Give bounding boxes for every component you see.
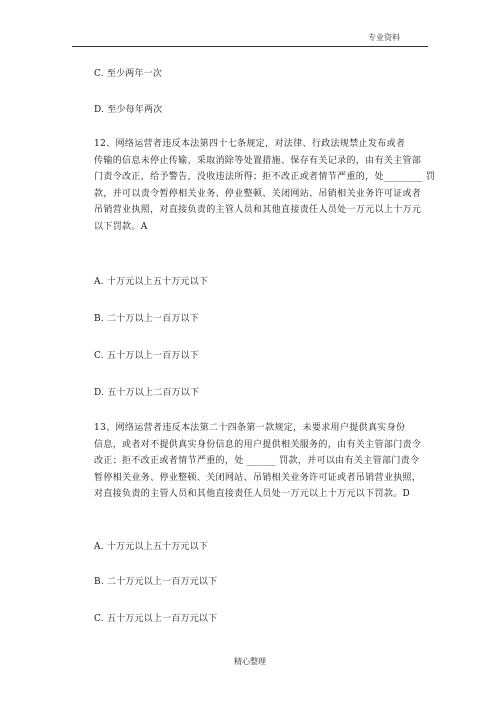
question-12 <box>94 136 436 235</box>
question-13 <box>94 420 422 503</box>
question-13-line: 对直接负责的主管人员和其他直接责任人员处一万元以上十万元以下罚款。D <box>94 489 411 499</box>
option-d-prev: D. 至少每年两次 <box>94 105 163 115</box>
question-12-line: 吊销营业执照，对直接负责的主管人员和其他直接责任人员处一万元以上十万元 <box>94 205 422 215</box>
q13-option-b: B. 二十万元以上一百万元以下 <box>94 577 218 587</box>
question-12-line: 款，并可以责令暂停相关业务、停业整顿、关闭网站、吊销相关业务许可证或者 <box>94 188 422 199</box>
page-header <box>72 30 428 47</box>
page-footer: 精心整理 <box>234 657 266 666</box>
q12-option-d: D. 五十万以上二百万以下 <box>94 388 200 398</box>
question-12-line: 12、网络运营者违反本法第四十七条规定，对法律、行政法规禁止发布或者 <box>94 139 406 149</box>
q12-option-b: B. 二十万以上一百万以下 <box>94 314 199 324</box>
q12-option-a: A. 十万元以上五十万元以下 <box>94 277 209 287</box>
q12-option-c: C. 五十万以上一百万以下 <box>94 351 199 361</box>
question-13-line: 暂停相关业务、停业整顿、关闭网站、吊销相关业务许可证或者吊销营业执照， <box>94 472 422 483</box>
question-12-line: 传输的信息未停止传输、采取消除等处置措施、保存有关记录的，由有关主管部 <box>94 155 422 166</box>
question-13-line: 改正；拒不改正或者情节严重的，处 ______ 罚款，并可以由有关主管部门责令 <box>94 456 420 466</box>
question-12-line: 以下罚款。A <box>94 221 148 232</box>
question-13-line: 13、网络运营者违反本法第二十四条第一款规定，未要求用户提供真实身份 <box>94 423 406 433</box>
question-12-line: 门责令改正，给予警告，没收违法所得；拒不改正或者情节严重的，处________ 罚 <box>94 172 436 182</box>
question-13-line: 信息，或者对不提供真实身份信息的用户提供相关服务的，由有关主管部门责令 <box>94 439 422 450</box>
q13-option-c: C. 五十万元以上一百万元以下 <box>94 614 218 624</box>
header-text: 专业资料 <box>368 33 400 42</box>
q13-option-a: A. 十万元以上五十万元以下 <box>94 542 209 552</box>
option-c-prev: C. 至少两年一次 <box>94 69 163 79</box>
